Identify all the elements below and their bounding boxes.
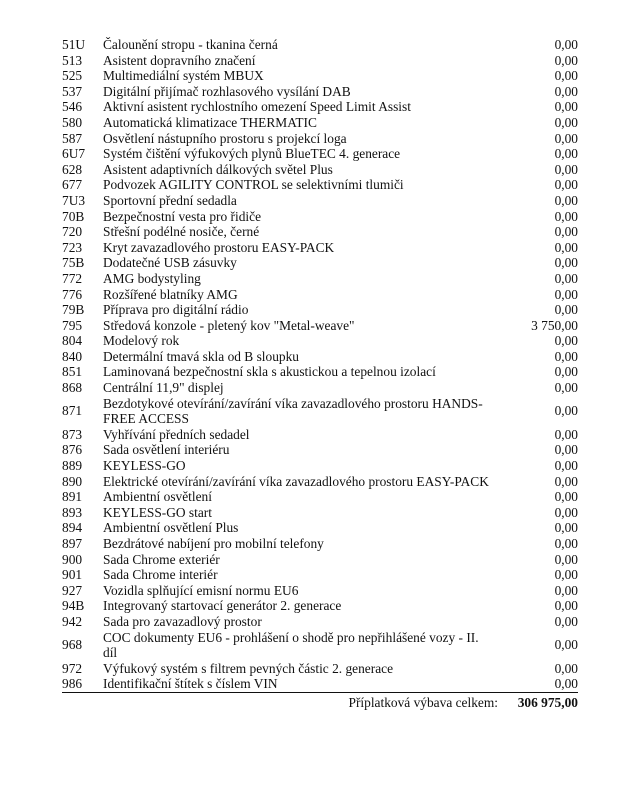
item-description: Sada osvětlení interiéru bbox=[103, 442, 230, 458]
item-price: 0,00 bbox=[554, 224, 578, 240]
item-code: 972 bbox=[62, 660, 83, 676]
item-description: Bezdotykové otevírání/zavírání víka zavazadlového prostoru HANDS-FREE ACCESS bbox=[103, 395, 483, 427]
item-price: 0,00 bbox=[554, 348, 578, 364]
item-code: 894 bbox=[62, 520, 83, 536]
item-price: 0,00 bbox=[554, 37, 578, 52]
item-price: 0,00 bbox=[554, 239, 578, 255]
item-code: 901 bbox=[62, 567, 83, 583]
item-code: 525 bbox=[62, 68, 83, 84]
item-code: 900 bbox=[62, 551, 83, 567]
item-description: Ambientní osvětlení Plus bbox=[103, 520, 239, 536]
item-code: 75B bbox=[62, 255, 85, 271]
item-description: Integrovaný startovací generátor 2. generace bbox=[103, 598, 342, 614]
table-row bbox=[62, 364, 578, 380]
table-row bbox=[62, 349, 578, 365]
item-code: 927 bbox=[62, 582, 83, 598]
item-price: 0,00 bbox=[554, 146, 578, 162]
item-price: 0,00 bbox=[554, 114, 578, 130]
item-description: Determální tmavá skla od B sloupku bbox=[103, 348, 299, 364]
table-row bbox=[62, 146, 578, 162]
item-description: Automatická klimatizace THERMATIC bbox=[103, 114, 317, 130]
table-row bbox=[62, 271, 578, 287]
item-price: 0,00 bbox=[498, 676, 578, 692]
item-code: 580 bbox=[62, 114, 83, 130]
item-code: 851 bbox=[62, 364, 83, 380]
item-code: 628 bbox=[62, 161, 83, 177]
item-code: 897 bbox=[62, 536, 83, 551]
table-row bbox=[62, 193, 578, 209]
item-description: Rozšířené blatníky AMG bbox=[103, 286, 238, 302]
item-price: 0,00 bbox=[554, 567, 578, 583]
item-code: 804 bbox=[62, 333, 83, 349]
table-row bbox=[62, 489, 578, 505]
item-code: 889 bbox=[62, 458, 83, 474]
table-row bbox=[62, 162, 578, 178]
item-description: Sportovní přední sedadla bbox=[103, 192, 237, 208]
item-price: 0,00 bbox=[554, 333, 578, 349]
item-price: 0,00 bbox=[554, 551, 578, 567]
item-code: 513 bbox=[62, 52, 83, 68]
table-row bbox=[62, 84, 578, 100]
table-row bbox=[62, 255, 578, 271]
item-code: 986 bbox=[62, 676, 103, 692]
total-row bbox=[62, 694, 578, 712]
table-row bbox=[62, 99, 578, 115]
item-price: 0,00 bbox=[554, 637, 578, 653]
item-description: KEYLESS-GO bbox=[103, 458, 186, 474]
total-label: Příplatková výbava celkem: bbox=[348, 694, 498, 710]
item-code: 893 bbox=[62, 504, 83, 520]
table-row bbox=[62, 474, 578, 490]
item-description: Čalounění stropu - tkanina černá bbox=[103, 37, 278, 52]
item-price: 0,00 bbox=[554, 598, 578, 614]
table-row bbox=[62, 287, 578, 303]
table-row bbox=[62, 302, 578, 318]
table-row bbox=[62, 68, 578, 84]
item-description: Osvětlení nástupního prostoru s projekcí loga bbox=[103, 130, 347, 146]
table-row bbox=[62, 380, 578, 396]
item-code: 51U bbox=[62, 37, 86, 52]
table-row bbox=[62, 131, 578, 147]
item-price: 0,00 bbox=[554, 442, 578, 458]
item-code: 840 bbox=[62, 348, 83, 364]
item-code: 79B bbox=[62, 302, 85, 318]
item-description: Středová konzole - pletený kov "Metal-weave" bbox=[103, 317, 355, 333]
item-description: Příprava pro digitální rádio bbox=[103, 302, 249, 318]
item-code: 677 bbox=[62, 177, 83, 193]
item-description: Střešní podélné nosiče, černé bbox=[103, 224, 260, 240]
item-price: 0,00 bbox=[554, 536, 578, 551]
item-price: 0,00 bbox=[554, 302, 578, 318]
item-price: 0,00 bbox=[554, 286, 578, 302]
table-row bbox=[62, 505, 578, 521]
item-description: Ambientní osvětlení bbox=[103, 489, 212, 505]
item-description: Aktivní asistent rychlostního omezení Speed Limit Assist bbox=[103, 99, 411, 115]
table-row bbox=[62, 661, 578, 677]
item-code: 942 bbox=[62, 613, 83, 629]
item-price: 0,00 bbox=[554, 660, 578, 676]
item-price: 0,00 bbox=[554, 192, 578, 208]
table-row bbox=[62, 177, 578, 193]
item-code: 968 bbox=[62, 637, 83, 653]
item-description: Podvozek AGILITY CONTROL se selektivními tlumiči bbox=[103, 177, 404, 193]
item-description: Multimediální systém MBUX bbox=[103, 68, 264, 84]
table-row bbox=[62, 396, 578, 427]
item-price: 0,00 bbox=[554, 613, 578, 629]
item-price: 0,00 bbox=[554, 582, 578, 598]
item-price: 0,00 bbox=[554, 504, 578, 520]
item-code: 723 bbox=[62, 239, 83, 255]
table-row bbox=[62, 536, 578, 552]
item-code: 6U7 bbox=[62, 146, 86, 162]
item-code: 772 bbox=[62, 270, 83, 286]
item-description: Vozidla splňující emisní normu EU6 bbox=[103, 582, 299, 598]
table-row bbox=[62, 427, 578, 443]
item-code: 873 bbox=[62, 426, 83, 442]
table-row bbox=[62, 614, 578, 630]
item-price: 0,00 bbox=[554, 177, 578, 193]
item-description: Výfukový systém s filtrem pevných částic 2. generace bbox=[103, 660, 394, 676]
item-price: 0,00 bbox=[554, 458, 578, 474]
item-description: Digitální přijímač rozhlasového vysílání DAB bbox=[103, 83, 351, 99]
item-description: Elektrické otevírání/zavírání víka zavazadlového prostoru EASY-PACK bbox=[103, 473, 489, 489]
table-row bbox=[62, 676, 578, 692]
item-description: Bezdrátové nabíjení pro mobilní telefony bbox=[103, 536, 324, 551]
item-price: 0,00 bbox=[554, 380, 578, 396]
table-row bbox=[62, 458, 578, 474]
equipment-document bbox=[62, 37, 578, 712]
item-code: 94B bbox=[62, 598, 85, 614]
item-price: 0,00 bbox=[554, 99, 578, 115]
item-price: 0,00 bbox=[554, 426, 578, 442]
item-price: 0,00 bbox=[554, 473, 578, 489]
item-code: 537 bbox=[62, 83, 83, 99]
item-price: 0,00 bbox=[554, 489, 578, 505]
item-code: 776 bbox=[62, 286, 83, 302]
table-row bbox=[62, 115, 578, 131]
table-row bbox=[62, 37, 578, 53]
table-row bbox=[62, 552, 578, 568]
table-row bbox=[62, 520, 578, 536]
item-description: Bezpečnostní vesta pro řidiče bbox=[103, 208, 262, 224]
item-description: Asistent adaptivních dálkových světel Plus bbox=[103, 161, 333, 177]
table-row bbox=[62, 333, 578, 349]
item-description: Sada Chrome interiér bbox=[103, 567, 218, 583]
total-value: 306 975,00 bbox=[517, 694, 578, 710]
item-price: 3 750,00 bbox=[531, 317, 578, 333]
item-description: Vyhřívání předních sedadel bbox=[103, 426, 250, 442]
item-description: AMG bodystyling bbox=[103, 270, 201, 286]
item-description: Identifikační štítek s číslem VIN bbox=[103, 676, 498, 692]
item-description: Systém čištění výfukových plynů BlueTEC 4. generace bbox=[103, 146, 401, 162]
item-code: 868 bbox=[62, 380, 83, 396]
item-code: 7U3 bbox=[62, 192, 86, 208]
item-code: 720 bbox=[62, 224, 83, 240]
item-code: 546 bbox=[62, 99, 83, 115]
item-description: Centrální 11,9" displej bbox=[103, 380, 224, 396]
item-code: 890 bbox=[62, 473, 83, 489]
table-row bbox=[62, 209, 578, 225]
table-row bbox=[62, 630, 578, 661]
item-price: 0,00 bbox=[554, 364, 578, 380]
item-price: 0,00 bbox=[554, 270, 578, 286]
item-price: 0,00 bbox=[554, 208, 578, 224]
equipment-table bbox=[62, 37, 578, 693]
item-code: 795 bbox=[62, 317, 83, 333]
table-row bbox=[62, 53, 578, 69]
item-description: Asistent dopravního značení bbox=[103, 52, 256, 68]
table-row bbox=[62, 318, 578, 334]
item-description: Dodatečné USB zásuvky bbox=[103, 255, 237, 271]
table-row bbox=[62, 442, 578, 458]
item-price: 0,00 bbox=[554, 161, 578, 177]
item-code: 891 bbox=[62, 489, 83, 505]
item-description: Modelový rok bbox=[103, 333, 180, 349]
equipment-table-body bbox=[62, 37, 578, 692]
table-row bbox=[62, 240, 578, 256]
item-description: Kryt zavazadlového prostoru EASY-PACK bbox=[103, 239, 335, 255]
item-description: COC dokumenty EU6 - prohlášení o shodě pro nepřihlášené vozy - II. díl bbox=[103, 629, 479, 661]
item-description: Sada Chrome exteriér bbox=[103, 551, 220, 567]
item-description: Sada pro zavazadlový prostor bbox=[103, 613, 262, 629]
item-description: KEYLESS-GO start bbox=[103, 504, 212, 520]
item-price: 0,00 bbox=[554, 403, 578, 419]
table-row bbox=[62, 583, 578, 599]
table-row bbox=[62, 224, 578, 240]
item-code: 587 bbox=[62, 130, 83, 146]
item-price: 0,00 bbox=[554, 83, 578, 99]
item-description: Laminovaná bezpečnostní skla s akustickou a tepelnou izolací bbox=[103, 364, 436, 380]
item-price: 0,00 bbox=[554, 130, 578, 146]
item-price: 0,00 bbox=[554, 52, 578, 68]
item-price: 0,00 bbox=[554, 255, 578, 271]
item-price: 0,00 bbox=[554, 68, 578, 84]
item-code: 871 bbox=[62, 403, 83, 419]
table-row bbox=[62, 567, 578, 583]
item-code: 876 bbox=[62, 442, 83, 458]
item-price: 0,00 bbox=[554, 520, 578, 536]
table-row bbox=[62, 598, 578, 614]
item-code: 70B bbox=[62, 208, 85, 224]
